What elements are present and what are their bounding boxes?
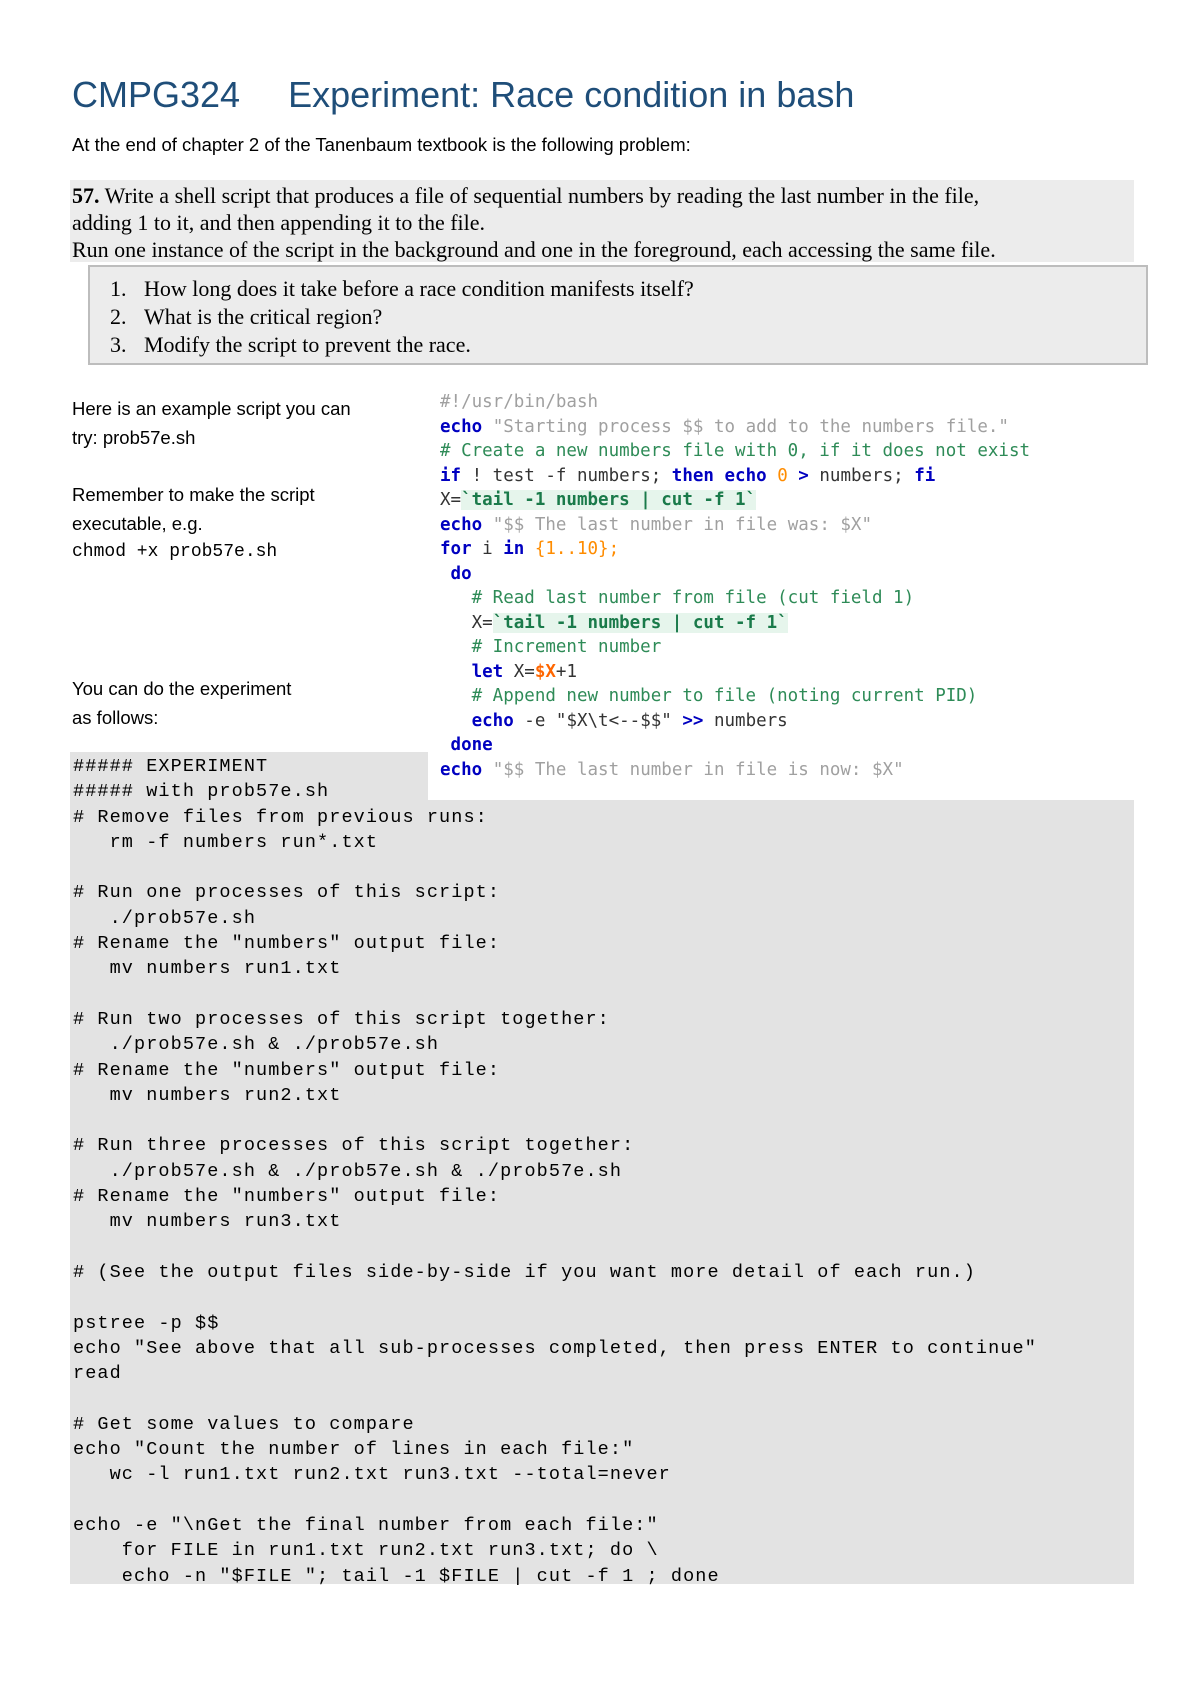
experiment-code [73, 754, 1037, 1589]
experiment-line: pstree -p $$ [73, 1312, 220, 1334]
script-code: #!/usr/bin/bash echo "Starting process $$ to add to the numbers file." # Create a new numbers file with 0, if it does not exist if ! test -f numbers; then echo 0 > numbers; fi X=`tail -1 numbers | cut -f 1` echo "$$ The last number in file was: $X" for i in {1..10}; do # Read last number from file (cut field 1) X=`tail -1 numbers | cut -f 1` # Increment number let X=$X+1 # Append new number to file (noting current PID) echo -e "$X\t<--$$" >> numbers done echo "$$ The last number in file is now: $X" [440, 392, 1031, 780]
experiment-title: Experiment: Race condition in bash [288, 74, 855, 115]
intro-text: At the end of chapter 2 of the Tanenbaum textbook is the following problem: [72, 134, 691, 155]
experiment-line: echo "Count the number of lines in each file:" [73, 1439, 635, 1461]
experiment-line: wc -l run1.txt run2.txt run3.txt --total=never [73, 1464, 671, 1486]
experiment-line [73, 1386, 1037, 1411]
experiment-line: # (See the output files side-by-side if you want more detail of each run.) [73, 1261, 976, 1283]
experiment-line: read [73, 1363, 122, 1385]
question-item: 3. Modify the script to prevent the race. [110, 332, 471, 357]
question-item: 2. What is the critical region? [110, 304, 383, 329]
shebang-line: #!/usr/bin/bash [440, 392, 599, 412]
question-item: 1. How long does it take before a race condition manifests itself? [110, 276, 694, 301]
experiment-note: You can do the experiment as follows: [72, 678, 292, 728]
experiment-line [73, 1235, 1037, 1260]
experiment-line: ./prob57e.sh [73, 907, 257, 929]
experiment-line: # Run three processes of this script together: [73, 1135, 635, 1157]
problem-line-1: Write a shell script that produces a file of sequential numbers by reading the last number in the file, [104, 183, 980, 208]
experiment-line: ./prob57e.sh & ./prob57e.sh & ./prob57e.sh [73, 1160, 623, 1182]
experiment-line: ##### EXPERIMENT [73, 756, 269, 777]
experiment-line [73, 1285, 1037, 1310]
remember-note: Remember to make the script executable, e.g. chmod +x prob57e.sh [72, 480, 315, 567]
experiment-line [73, 1108, 1037, 1133]
experiment-line: ./prob57e.sh & ./prob57e.sh [73, 1034, 440, 1056]
experiment-line: echo -e "\nGet the final number from each file:" [73, 1514, 659, 1536]
problem-line-2: adding 1 to it, and then appending it to the file. [72, 210, 486, 235]
experiment-line: mv numbers run2.txt [73, 1084, 342, 1106]
problem-line-3: Run one instance of the script in the background and one in the foreground, each accessing the same file. [72, 237, 996, 262]
experiment-line: mv numbers run1.txt [73, 958, 342, 980]
problem-number: 57. [72, 183, 100, 208]
experiment-line [73, 982, 1037, 1007]
experiment-line: for FILE in run1.txt run2.txt run3.txt; do \ [73, 1540, 659, 1562]
experiment-line: # Rename the "numbers" output file: [73, 933, 501, 955]
experiment-line: ##### with prob57e.sh [73, 781, 330, 803]
experiment-line: # Remove files from previous runs: [73, 806, 488, 828]
course-code: CMPG324 [72, 74, 241, 115]
experiment-line: rm -f numbers run*.txt [73, 831, 379, 853]
experiment-line: # Rename the "numbers" output file: [73, 1059, 501, 1081]
experiment-line: mv numbers run3.txt [73, 1211, 342, 1233]
example-note: Here is an example script you can try: prob57e.sh [72, 398, 351, 448]
experiment-line: # Get some values to compare [73, 1413, 415, 1435]
experiment-line [73, 855, 1037, 880]
chmod-command: chmod +x prob57e.sh [72, 542, 278, 562]
problem-text [72, 182, 1132, 263]
experiment-line: # Run one processes of this script: [73, 882, 501, 904]
experiment-line: # Rename the "numbers" output file: [73, 1186, 501, 1208]
experiment-line: # Run two processes of this script together: [73, 1008, 610, 1030]
experiment-line [73, 1488, 1037, 1513]
page-title [72, 74, 854, 116]
experiment-line: echo -n "$FILE "; tail -1 $FILE | cut -f 1 ; done [73, 1565, 720, 1587]
questions-list [110, 275, 694, 359]
experiment-line: echo "See above that all sub-processes completed, then press ENTER to continue" [73, 1337, 1037, 1359]
